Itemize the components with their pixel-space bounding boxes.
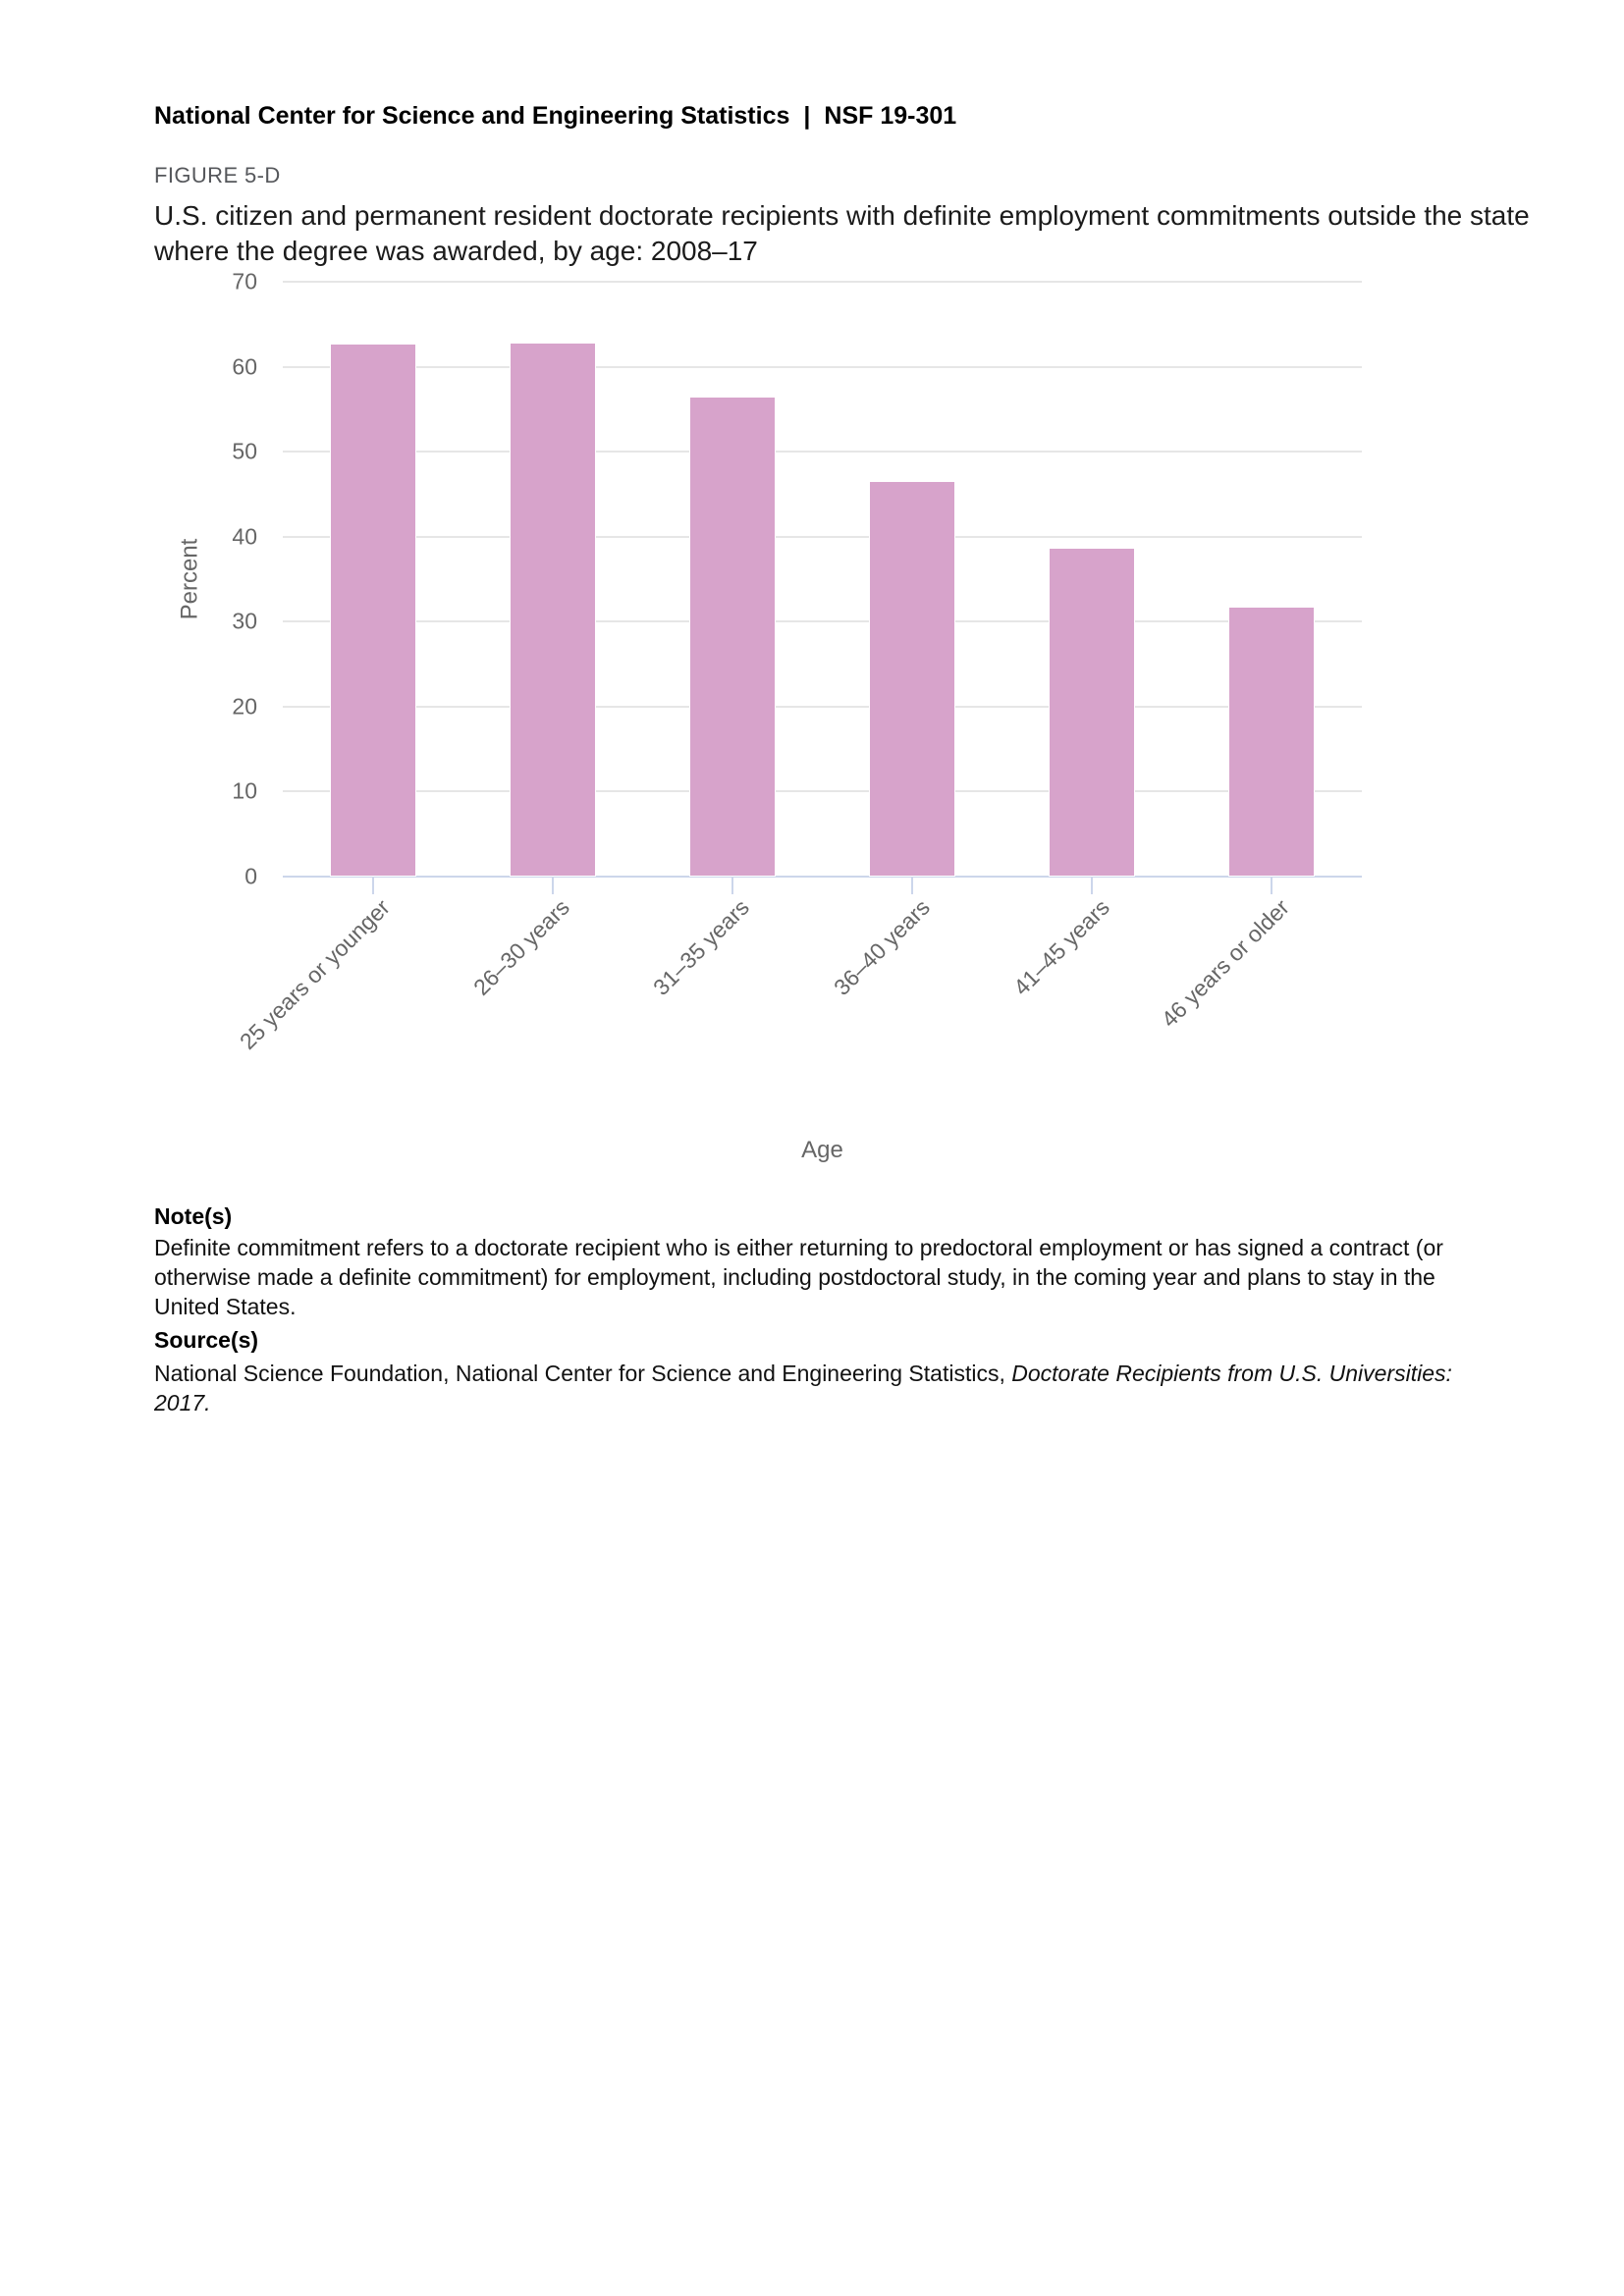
x-tick-label-4: 36–40 years <box>828 894 935 1000</box>
x-tick-label-3: 31–35 years <box>648 894 755 1000</box>
y-tick-label-0: 0 <box>244 863 257 889</box>
gridline-y-70 <box>283 281 1362 283</box>
x-tick-label-2: 26–30 years <box>468 894 575 1000</box>
source-text-publication: Doctorate Recipients from U.S. Universities: 2017. <box>154 1361 1452 1415</box>
header-report-id: NSF 19-301 <box>824 102 957 130</box>
bar-25-years-or-younger[interactable] <box>330 344 416 877</box>
y-axis-labels <box>177 268 257 889</box>
x-tick-label-6: 46 years or older <box>1156 894 1294 1033</box>
x-tick-label-5: 41–45 years <box>1007 894 1114 1000</box>
bar-31-35-years[interactable] <box>689 397 776 877</box>
x-tick-2 <box>552 877 554 894</box>
header-separator: | <box>803 102 811 130</box>
figure-label: FIGURE 5-D <box>154 163 281 187</box>
bar-46-years-or-older[interactable] <box>1228 607 1315 877</box>
page-header <box>154 102 956 131</box>
bar-26-30-years[interactable] <box>510 343 596 877</box>
y-tick-label-20: 20 <box>232 693 257 720</box>
x-axis-line <box>283 876 1362 878</box>
bar-36-40-years[interactable] <box>869 481 955 877</box>
x-tick-6 <box>1271 877 1272 894</box>
source-text-prefix: National Science Foundation, National Center for Science and Engineering Statistics, <box>154 1361 1012 1386</box>
x-tick-label-1: 25 years or younger <box>234 894 395 1055</box>
figure-title: U.S. citizen and permanent resident doctorate recipients with definite employment commitments outside the state where the degree was awarded, by age: 2008–17 <box>154 200 1530 266</box>
source-text <box>154 1359 1494 1417</box>
y-tick-label-40: 40 <box>232 523 257 550</box>
gridline-y-60 <box>283 366 1362 368</box>
gridline-y-20 <box>283 706 1362 708</box>
header-org: National Center for Science and Engineering Statistics <box>154 102 790 130</box>
y-tick-label-60: 60 <box>232 353 257 380</box>
x-tick-4 <box>911 877 913 894</box>
y-tick-label-10: 10 <box>232 777 257 804</box>
gridline-y-30 <box>283 620 1362 622</box>
notes-heading: Note(s) <box>154 1203 233 1229</box>
x-axis-title: Age <box>801 1137 843 1163</box>
y-axis-title: Percent <box>176 538 202 620</box>
x-tick-5 <box>1091 877 1093 894</box>
gridline-y-10 <box>283 790 1362 792</box>
x-tick-1 <box>372 877 374 894</box>
source-heading: Source(s) <box>154 1327 259 1353</box>
gridline-y-40 <box>283 536 1362 538</box>
gridline-y-50 <box>283 451 1362 453</box>
y-tick-label-70: 70 <box>232 268 257 294</box>
x-tick-3 <box>731 877 733 894</box>
notes-text: Definite commitment refers to a doctorate recipient who is either returning to predoctoral employment or has signed a contract (or otherwise made a definite commitment) for employment, including postdoctoral study, in the coming year and plans to stay in the United States. <box>154 1235 1443 1319</box>
y-tick-label-30: 30 <box>232 608 257 634</box>
y-tick-label-50: 50 <box>232 438 257 464</box>
bar-41-45-years[interactable] <box>1049 548 1135 877</box>
